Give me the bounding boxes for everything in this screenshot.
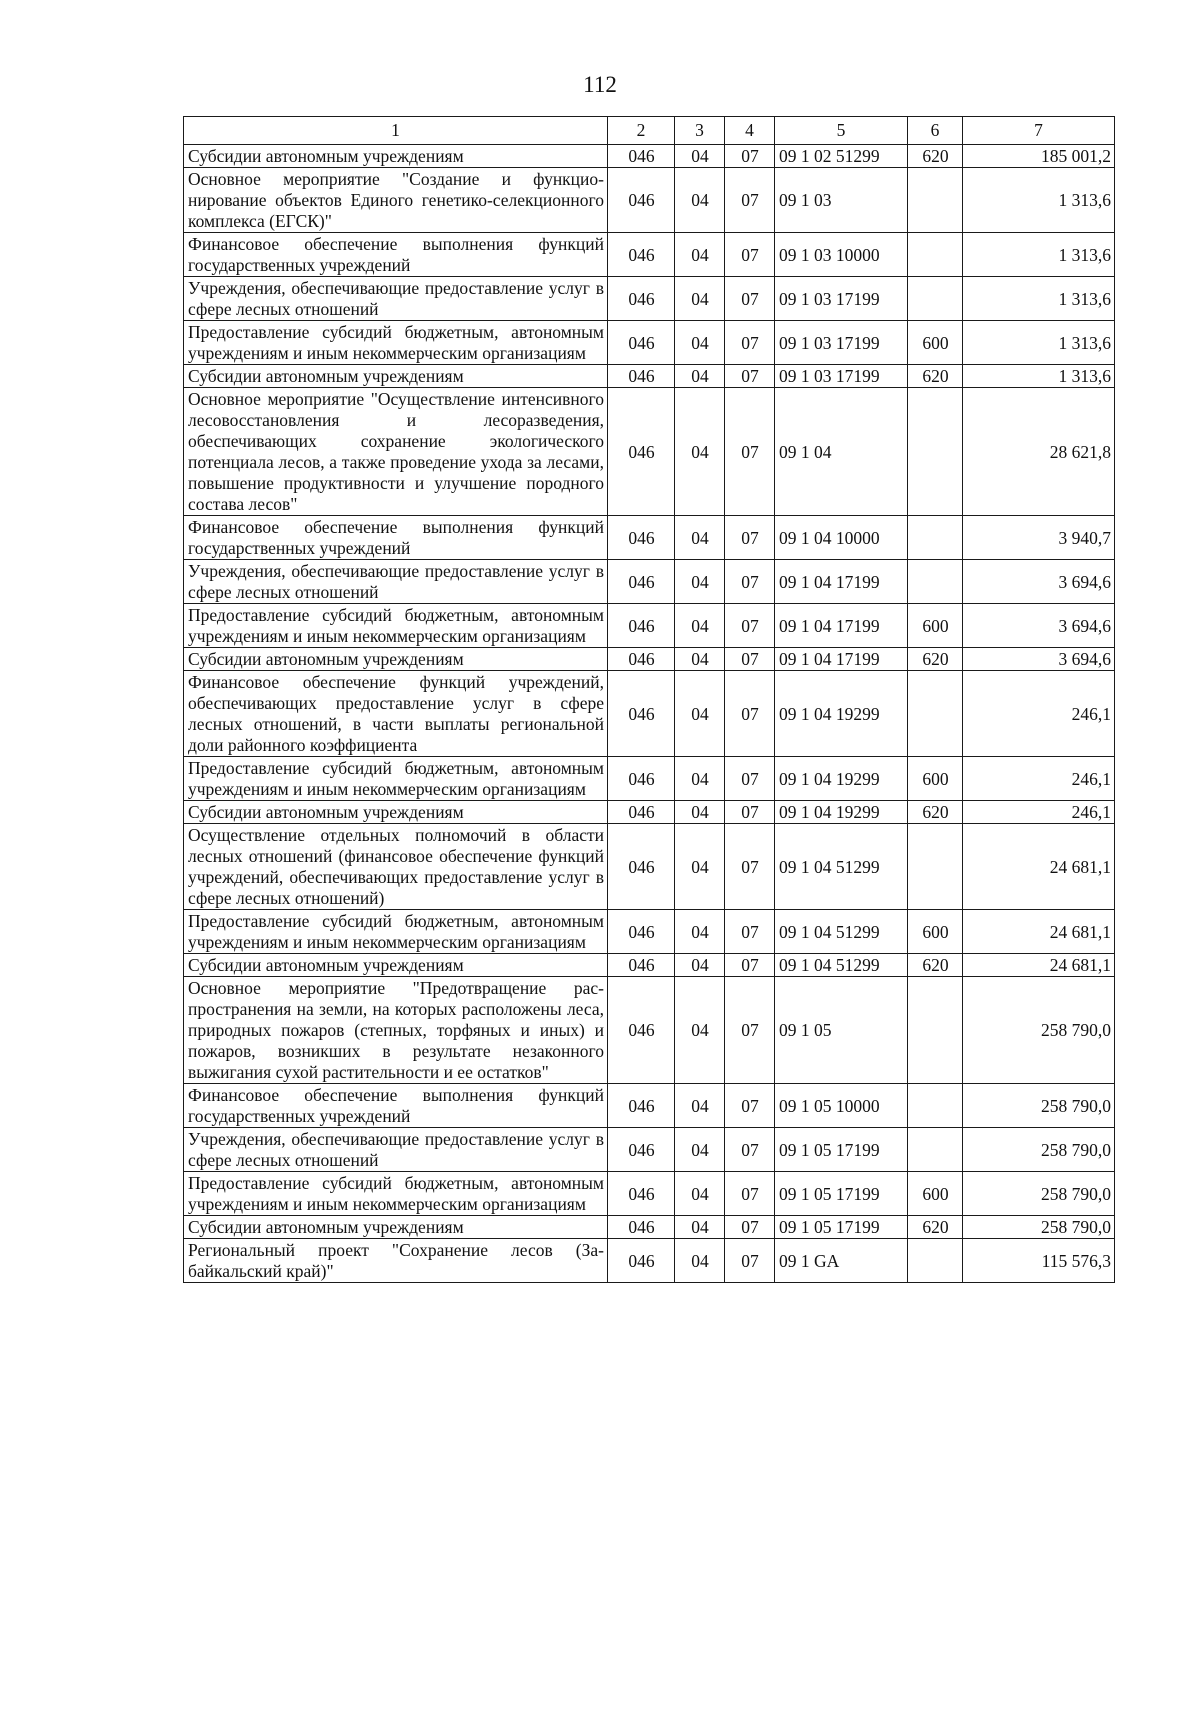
expense-type-code: 600 bbox=[908, 757, 963, 801]
section-code: 04 bbox=[675, 1084, 725, 1128]
amount-cell: 246,1 bbox=[963, 671, 1115, 757]
section-code: 04 bbox=[675, 145, 725, 168]
table-body bbox=[184, 145, 1115, 1283]
target-article-code: 09 1 02 51299 bbox=[775, 145, 908, 168]
expense-type-code: 620 bbox=[908, 648, 963, 671]
section-code: 04 bbox=[675, 824, 725, 910]
expense-type-code bbox=[908, 388, 963, 516]
section-code: 04 bbox=[675, 233, 725, 277]
amount-cell: 28 621,8 bbox=[963, 388, 1115, 516]
amount-cell: 246,1 bbox=[963, 801, 1115, 824]
expense-type-code bbox=[908, 233, 963, 277]
section-code: 04 bbox=[675, 604, 725, 648]
table-row bbox=[184, 1128, 1115, 1172]
amount-cell: 24 681,1 bbox=[963, 910, 1115, 954]
ministry-code: 046 bbox=[608, 671, 675, 757]
section-code: 04 bbox=[675, 954, 725, 977]
expense-type-code bbox=[908, 560, 963, 604]
target-article-code: 09 1 04 17199 bbox=[775, 648, 908, 671]
ministry-code: 046 bbox=[608, 1216, 675, 1239]
target-article-code: 09 1 03 10000 bbox=[775, 233, 908, 277]
target-article-code: 09 1 05 bbox=[775, 977, 908, 1084]
expense-type-code: 620 bbox=[908, 954, 963, 977]
expense-type-code bbox=[908, 516, 963, 560]
section-code: 04 bbox=[675, 516, 725, 560]
ministry-code: 046 bbox=[608, 1084, 675, 1128]
row-name: Субсидии автономным учреждениям bbox=[184, 954, 608, 977]
expense-type-code: 620 bbox=[908, 145, 963, 168]
amount-cell: 185 001,2 bbox=[963, 145, 1115, 168]
amount-cell: 3 694,6 bbox=[963, 560, 1115, 604]
target-article-code: 09 1 05 17199 bbox=[775, 1216, 908, 1239]
table-row bbox=[184, 365, 1115, 388]
target-article-code: 09 1 03 17199 bbox=[775, 365, 908, 388]
target-article-code: 09 1 04 bbox=[775, 388, 908, 516]
ministry-code: 046 bbox=[608, 277, 675, 321]
subsection-code: 07 bbox=[725, 757, 775, 801]
amount-cell: 1 313,6 bbox=[963, 321, 1115, 365]
section-code: 04 bbox=[675, 365, 725, 388]
expense-type-code: 600 bbox=[908, 1172, 963, 1216]
row-name: Субсидии автономным учреждениям bbox=[184, 1216, 608, 1239]
ministry-code: 046 bbox=[608, 910, 675, 954]
subsection-code: 07 bbox=[725, 516, 775, 560]
amount-cell: 3 940,7 bbox=[963, 516, 1115, 560]
section-code: 04 bbox=[675, 757, 725, 801]
subsection-code: 07 bbox=[725, 1084, 775, 1128]
row-name: Финансовое обеспечение выполнения функций государственных учреждений bbox=[184, 1084, 608, 1128]
table-row bbox=[184, 757, 1115, 801]
row-name: Предоставление субсидий бюджетным, автономным учреждениям и иным некоммерческим организациям bbox=[184, 604, 608, 648]
header-cell: 5 bbox=[775, 117, 908, 145]
section-code: 04 bbox=[675, 977, 725, 1084]
expense-type-code bbox=[908, 1239, 963, 1283]
expense-type-code bbox=[908, 824, 963, 910]
table-row bbox=[184, 277, 1115, 321]
target-article-code: 09 1 04 51299 bbox=[775, 824, 908, 910]
expense-type-code: 620 bbox=[908, 1216, 963, 1239]
expense-type-code: 600 bbox=[908, 910, 963, 954]
target-article-code: 09 1 04 17199 bbox=[775, 604, 908, 648]
ministry-code: 046 bbox=[608, 233, 675, 277]
section-code: 04 bbox=[675, 1128, 725, 1172]
subsection-code: 07 bbox=[725, 671, 775, 757]
row-name: Финансовое обеспечение функций учреждений, обеспечивающих предоставление услуг в сфере лесных отношений, в части выплаты региональной доли районного коэффициента bbox=[184, 671, 608, 757]
target-article-code: 09 1 05 17199 bbox=[775, 1172, 908, 1216]
ministry-code: 046 bbox=[608, 168, 675, 233]
table-row bbox=[184, 977, 1115, 1084]
expense-type-code bbox=[908, 277, 963, 321]
subsection-code: 07 bbox=[725, 233, 775, 277]
row-name: Финансовое обеспечение выполнения функций государственных учреждений bbox=[184, 233, 608, 277]
subsection-code: 07 bbox=[725, 321, 775, 365]
target-article-code: 09 1 05 10000 bbox=[775, 1084, 908, 1128]
row-name: Предоставление субсидий бюджетным, автономным учреждениям и иным некоммерческим организациям bbox=[184, 321, 608, 365]
amount-cell: 3 694,6 bbox=[963, 648, 1115, 671]
row-name: Основное мероприятие "Создание и функционирование объектов Единого генетико-селекционного комплекса (ЕГСК)" bbox=[184, 168, 608, 233]
subsection-code: 07 bbox=[725, 824, 775, 910]
section-code: 04 bbox=[675, 560, 725, 604]
header-cell: 6 bbox=[908, 117, 963, 145]
expense-type-code: 620 bbox=[908, 801, 963, 824]
section-code: 04 bbox=[675, 801, 725, 824]
row-name: Предоставление субсидий бюджетным, автономным учреждениям и иным некоммерческим организациям bbox=[184, 910, 608, 954]
amount-cell: 1 313,6 bbox=[963, 365, 1115, 388]
table-row bbox=[184, 648, 1115, 671]
budget-table bbox=[183, 116, 1115, 1283]
section-code: 04 bbox=[675, 168, 725, 233]
row-name: Субсидии автономным учреждениям bbox=[184, 145, 608, 168]
ministry-code: 046 bbox=[608, 516, 675, 560]
table-row bbox=[184, 671, 1115, 757]
table-row bbox=[184, 801, 1115, 824]
ministry-code: 046 bbox=[608, 560, 675, 604]
amount-cell: 1 313,6 bbox=[963, 233, 1115, 277]
ministry-code: 046 bbox=[608, 365, 675, 388]
expense-type-code bbox=[908, 1128, 963, 1172]
ministry-code: 046 bbox=[608, 954, 675, 977]
target-article-code: 09 1 04 10000 bbox=[775, 516, 908, 560]
ministry-code: 046 bbox=[608, 801, 675, 824]
target-article-code: 09 1 04 51299 bbox=[775, 954, 908, 977]
subsection-code: 07 bbox=[725, 1128, 775, 1172]
expense-type-code bbox=[908, 671, 963, 757]
table-row bbox=[184, 560, 1115, 604]
table-row bbox=[184, 1084, 1115, 1128]
table-row bbox=[184, 168, 1115, 233]
ministry-code: 046 bbox=[608, 1239, 675, 1283]
amount-cell: 258 790,0 bbox=[963, 1128, 1115, 1172]
ministry-code: 046 bbox=[608, 824, 675, 910]
row-name: Основное мероприятие "Предотвращение распространения на земли, на которых расположены леса, природных пожаров (степных, торфяных и иных) и пожаров, возникших в результате незаконного выжигания сухой растительности и ее остатков" bbox=[184, 977, 608, 1084]
table-row bbox=[184, 233, 1115, 277]
ministry-code: 046 bbox=[608, 321, 675, 365]
section-code: 04 bbox=[675, 388, 725, 516]
table-row bbox=[184, 516, 1115, 560]
expense-type-code: 600 bbox=[908, 604, 963, 648]
table-row bbox=[184, 321, 1115, 365]
page-number: 112 bbox=[583, 72, 617, 97]
subsection-code: 07 bbox=[725, 977, 775, 1084]
row-name: Субсидии автономным учреждениям bbox=[184, 648, 608, 671]
row-name: Субсидии автономным учреждениям bbox=[184, 365, 608, 388]
amount-cell: 258 790,0 bbox=[963, 1084, 1115, 1128]
header-cell: 2 bbox=[608, 117, 675, 145]
expense-type-code: 600 bbox=[908, 321, 963, 365]
header-cell: 3 bbox=[675, 117, 725, 145]
target-article-code: 09 1 04 19299 bbox=[775, 671, 908, 757]
target-article-code: 09 1 04 51299 bbox=[775, 910, 908, 954]
ministry-code: 046 bbox=[608, 604, 675, 648]
amount-cell: 258 790,0 bbox=[963, 977, 1115, 1084]
expense-type-code: 620 bbox=[908, 365, 963, 388]
subsection-code: 07 bbox=[725, 277, 775, 321]
subsection-code: 07 bbox=[725, 1239, 775, 1283]
subsection-code: 07 bbox=[725, 604, 775, 648]
ministry-code: 046 bbox=[608, 757, 675, 801]
target-article-code: 09 1 03 17199 bbox=[775, 321, 908, 365]
header-row bbox=[184, 117, 1115, 145]
table-row bbox=[184, 145, 1115, 168]
section-code: 04 bbox=[675, 277, 725, 321]
section-code: 04 bbox=[675, 910, 725, 954]
row-name: Учреждения, обеспечивающие предоставление услуг в сфере лесных отношений bbox=[184, 560, 608, 604]
row-name: Финансовое обеспечение выполнения функций государственных учреждений bbox=[184, 516, 608, 560]
row-name: Осуществление отдельных полномочий в области лесных отношений (финансовое обеспечение функций учреждений, обеспечивающих предоставление услуг в сфере лесных отношений) bbox=[184, 824, 608, 910]
subsection-code: 07 bbox=[725, 910, 775, 954]
table-row bbox=[184, 824, 1115, 910]
ministry-code: 046 bbox=[608, 1128, 675, 1172]
amount-cell: 24 681,1 bbox=[963, 824, 1115, 910]
row-name: Учреждения, обеспечивающие предоставление услуг в сфере лесных отношений bbox=[184, 1128, 608, 1172]
amount-cell: 1 313,6 bbox=[963, 277, 1115, 321]
amount-cell: 24 681,1 bbox=[963, 954, 1115, 977]
target-article-code: 09 1 GA bbox=[775, 1239, 908, 1283]
ministry-code: 046 bbox=[608, 1172, 675, 1216]
amount-cell: 1 313,6 bbox=[963, 168, 1115, 233]
amount-cell: 258 790,0 bbox=[963, 1216, 1115, 1239]
section-code: 04 bbox=[675, 1216, 725, 1239]
expense-type-code bbox=[908, 1084, 963, 1128]
amount-cell: 246,1 bbox=[963, 757, 1115, 801]
row-name: Учреждения, обеспечивающие предоставление услуг в сфере лесных отношений bbox=[184, 277, 608, 321]
target-article-code: 09 1 04 17199 bbox=[775, 560, 908, 604]
expense-type-code bbox=[908, 977, 963, 1084]
row-name: Предоставление субсидий бюджетным, автономным учреждениям и иным некоммерческим организациям bbox=[184, 757, 608, 801]
table-row bbox=[184, 1172, 1115, 1216]
ministry-code: 046 bbox=[608, 648, 675, 671]
subsection-code: 07 bbox=[725, 560, 775, 604]
target-article-code: 09 1 03 bbox=[775, 168, 908, 233]
subsection-code: 07 bbox=[725, 954, 775, 977]
ministry-code: 046 bbox=[608, 388, 675, 516]
subsection-code: 07 bbox=[725, 365, 775, 388]
amount-cell: 3 694,6 bbox=[963, 604, 1115, 648]
subsection-code: 07 bbox=[725, 648, 775, 671]
target-article-code: 09 1 04 19299 bbox=[775, 757, 908, 801]
subsection-code: 07 bbox=[725, 145, 775, 168]
ministry-code: 046 bbox=[608, 145, 675, 168]
amount-cell: 258 790,0 bbox=[963, 1172, 1115, 1216]
target-article-code: 09 1 05 17199 bbox=[775, 1128, 908, 1172]
table-row bbox=[184, 1239, 1115, 1283]
section-code: 04 bbox=[675, 1239, 725, 1283]
section-code: 04 bbox=[675, 1172, 725, 1216]
subsection-code: 07 bbox=[725, 801, 775, 824]
expense-type-code bbox=[908, 168, 963, 233]
row-name: Основное мероприятие "Осуществление интенсивного лесовосстановления и лесоразведения, обеспечивающих сохранение экологического потенциала лесов, а также проведение ухода за лесами, повышение продуктивности и улучшение породного состава лесов" bbox=[184, 388, 608, 516]
row-name: Региональный проект "Сохранение лесов (Забайкальский край)" bbox=[184, 1239, 608, 1283]
row-name: Субсидии автономным учреждениям bbox=[184, 801, 608, 824]
target-article-code: 09 1 03 17199 bbox=[775, 277, 908, 321]
header-cell: 1 bbox=[184, 117, 608, 145]
header-cell: 7 bbox=[963, 117, 1115, 145]
section-code: 04 bbox=[675, 671, 725, 757]
table-row bbox=[184, 1216, 1115, 1239]
table-row bbox=[184, 604, 1115, 648]
amount-cell: 115 576,3 bbox=[963, 1239, 1115, 1283]
target-article-code: 09 1 04 19299 bbox=[775, 801, 908, 824]
table-row bbox=[184, 954, 1115, 977]
subsection-code: 07 bbox=[725, 1172, 775, 1216]
table-row bbox=[184, 910, 1115, 954]
subsection-code: 07 bbox=[725, 168, 775, 233]
subsection-code: 07 bbox=[725, 388, 775, 516]
table-row bbox=[184, 388, 1115, 516]
row-name: Предоставление субсидий бюджетным, автономным учреждениям и иным некоммерческим организациям bbox=[184, 1172, 608, 1216]
section-code: 04 bbox=[675, 648, 725, 671]
header-cell: 4 bbox=[725, 117, 775, 145]
subsection-code: 07 bbox=[725, 1216, 775, 1239]
section-code: 04 bbox=[675, 321, 725, 365]
ministry-code: 046 bbox=[608, 977, 675, 1084]
